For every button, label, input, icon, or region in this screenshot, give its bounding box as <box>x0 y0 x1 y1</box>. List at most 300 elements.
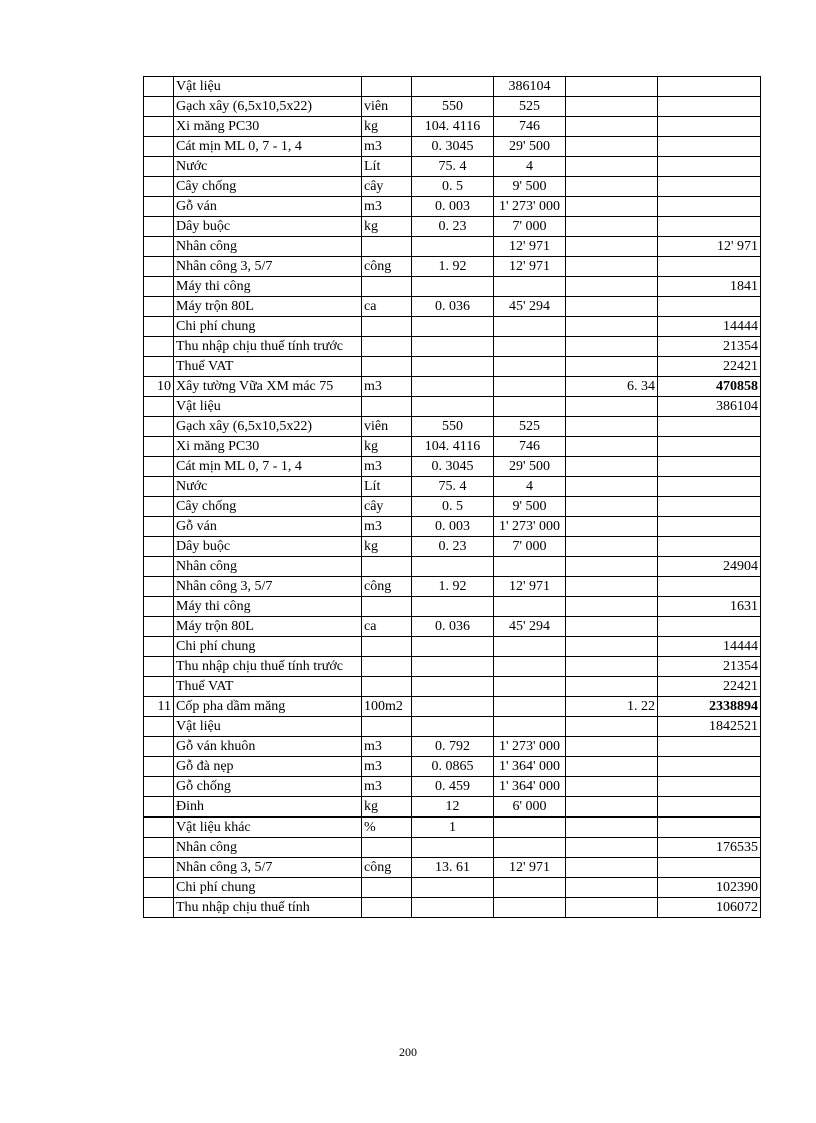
unit-cell <box>362 77 412 97</box>
quantity-cell: 0. 003 <box>412 197 494 217</box>
factor-cell <box>566 117 658 137</box>
factor-cell <box>566 437 658 457</box>
factor-cell <box>566 617 658 637</box>
item-number-cell <box>144 497 174 517</box>
amount-cell <box>658 517 761 537</box>
amount-cell <box>658 797 761 818</box>
factor-cell <box>566 577 658 597</box>
item-number-cell <box>144 838 174 858</box>
factor-cell <box>566 497 658 517</box>
description-cell: Gạch xây (6,5x10,5x22) <box>174 417 362 437</box>
amount-cell: 14444 <box>658 637 761 657</box>
table-row <box>144 337 761 357</box>
quantity-cell <box>412 677 494 697</box>
unit-price-cell <box>494 878 566 898</box>
item-number-cell <box>144 597 174 617</box>
unit-price-cell: 6' 000 <box>494 797 566 818</box>
factor-cell <box>566 357 658 377</box>
factor-cell <box>566 297 658 317</box>
description-cell: Thu nhập chịu thuế tính trước <box>174 657 362 677</box>
description-cell: Nhân công <box>174 557 362 577</box>
amount-cell <box>658 577 761 597</box>
unit-cell <box>362 597 412 617</box>
description-cell: Chi phí chung <box>174 637 362 657</box>
item-number-cell <box>144 537 174 557</box>
unit-cell <box>362 557 412 577</box>
amount-cell: 1841 <box>658 277 761 297</box>
description-cell: Thu nhập chịu thuế tính <box>174 898 362 918</box>
item-number-cell <box>144 337 174 357</box>
table-row <box>144 137 761 157</box>
quantity-cell: 12 <box>412 797 494 818</box>
quantity-cell <box>412 637 494 657</box>
amount-cell: 470858 <box>658 377 761 397</box>
unit-cell: m3 <box>362 137 412 157</box>
unit-cell: công <box>362 858 412 878</box>
unit-cell: kg <box>362 537 412 557</box>
factor-cell <box>566 157 658 177</box>
unit-price-cell: 4 <box>494 157 566 177</box>
amount-cell <box>658 417 761 437</box>
table-row <box>144 317 761 337</box>
item-number-cell <box>144 757 174 777</box>
item-number-cell <box>144 437 174 457</box>
unit-cell: cây <box>362 497 412 517</box>
unit-price-cell: 29' 500 <box>494 137 566 157</box>
table-row <box>144 697 761 717</box>
unit-price-cell <box>494 557 566 577</box>
table-row <box>144 597 761 617</box>
table-row <box>144 357 761 377</box>
table-row <box>144 297 761 317</box>
quantity-cell: 0. 0865 <box>412 757 494 777</box>
table-row <box>144 237 761 257</box>
amount-cell <box>658 257 761 277</box>
quantity-cell <box>412 557 494 577</box>
factor-cell <box>566 757 658 777</box>
description-cell: Máy trộn 80L <box>174 617 362 637</box>
description-cell: Chi phí chung <box>174 317 362 337</box>
factor-cell <box>566 637 658 657</box>
unit-price-cell: 12' 971 <box>494 858 566 878</box>
table-row <box>144 737 761 757</box>
quantity-cell <box>412 237 494 257</box>
description-cell: Chi phí chung <box>174 878 362 898</box>
factor-cell <box>566 737 658 757</box>
item-number-cell <box>144 637 174 657</box>
factor-cell <box>566 878 658 898</box>
factor-cell <box>566 817 658 838</box>
table-row <box>144 537 761 557</box>
unit-price-cell: 1' 364' 000 <box>494 757 566 777</box>
item-number-cell <box>144 898 174 918</box>
factor-cell <box>566 517 658 537</box>
unit-cell <box>362 337 412 357</box>
item-number-cell <box>144 77 174 97</box>
unit-price-cell: 525 <box>494 417 566 437</box>
factor-cell <box>566 457 658 477</box>
unit-cell: m3 <box>362 457 412 477</box>
factor-cell <box>566 277 658 297</box>
table-row <box>144 858 761 878</box>
factor-cell <box>566 537 658 557</box>
description-cell: Vật liệu <box>174 717 362 737</box>
quantity-cell <box>412 657 494 677</box>
factor-cell <box>566 797 658 818</box>
item-number-cell <box>144 577 174 597</box>
unit-price-cell: 12' 971 <box>494 237 566 257</box>
unit-price-cell: 746 <box>494 117 566 137</box>
table-row <box>144 417 761 437</box>
amount-cell: 386104 <box>658 397 761 417</box>
amount-cell: 1842521 <box>658 717 761 737</box>
quantity-cell: 104. 4116 <box>412 437 494 457</box>
item-number-cell <box>144 297 174 317</box>
description-cell: Cốp pha dầm măng <box>174 697 362 717</box>
table-row <box>144 177 761 197</box>
table-row <box>144 878 761 898</box>
estimate-table <box>143 76 761 918</box>
factor-cell <box>566 657 658 677</box>
unit-cell <box>362 838 412 858</box>
item-number-cell <box>144 237 174 257</box>
description-cell: Dây buộc <box>174 537 362 557</box>
unit-cell <box>362 397 412 417</box>
item-number-cell <box>144 517 174 537</box>
unit-cell: ca <box>362 617 412 637</box>
unit-cell: m3 <box>362 377 412 397</box>
factor-cell <box>566 777 658 797</box>
description-cell: Máy thi công <box>174 597 362 617</box>
item-number-cell <box>144 277 174 297</box>
item-number-cell <box>144 317 174 337</box>
unit-cell: m3 <box>362 197 412 217</box>
quantity-cell <box>412 357 494 377</box>
unit-price-cell: 9' 500 <box>494 497 566 517</box>
quantity-cell <box>412 597 494 617</box>
description-cell: Cây chống <box>174 177 362 197</box>
description-cell: Xây tường Vữa XM mác 75 <box>174 377 362 397</box>
amount-cell <box>658 757 761 777</box>
unit-cell: kg <box>362 797 412 818</box>
description-cell: Nước <box>174 477 362 497</box>
amount-cell <box>658 297 761 317</box>
unit-cell: công <box>362 257 412 277</box>
amount-cell <box>658 97 761 117</box>
quantity-cell <box>412 838 494 858</box>
factor-cell: 6. 34 <box>566 377 658 397</box>
description-cell: Gỗ ván khuôn <box>174 737 362 757</box>
unit-price-cell: 386104 <box>494 77 566 97</box>
item-number-cell <box>144 457 174 477</box>
unit-cell <box>362 637 412 657</box>
unit-cell: m3 <box>362 517 412 537</box>
amount-cell: 24904 <box>658 557 761 577</box>
unit-price-cell <box>494 397 566 417</box>
description-cell: Thuế VAT <box>174 357 362 377</box>
unit-cell: % <box>362 817 412 838</box>
amount-cell <box>658 777 761 797</box>
unit-price-cell: 45' 294 <box>494 617 566 637</box>
unit-price-cell: 7' 000 <box>494 537 566 557</box>
amount-cell: 14444 <box>658 317 761 337</box>
table-row <box>144 657 761 677</box>
factor-cell <box>566 237 658 257</box>
amount-cell <box>658 197 761 217</box>
factor-cell <box>566 77 658 97</box>
unit-cell: công <box>362 577 412 597</box>
unit-price-cell: 746 <box>494 437 566 457</box>
table-row <box>144 377 761 397</box>
description-cell: Nhân công <box>174 237 362 257</box>
item-number-cell <box>144 157 174 177</box>
table-row <box>144 757 761 777</box>
table-row <box>144 157 761 177</box>
table-row <box>144 77 761 97</box>
table-row <box>144 677 761 697</box>
description-cell: Gạch xây (6,5x10,5x22) <box>174 97 362 117</box>
unit-cell: kg <box>362 117 412 137</box>
amount-cell: 21354 <box>658 337 761 357</box>
description-cell: Nhân công 3, 5/7 <box>174 577 362 597</box>
amount-cell <box>658 737 761 757</box>
unit-cell: Lít <box>362 157 412 177</box>
item-number-cell <box>144 717 174 737</box>
description-cell: Vật liệu khác <box>174 817 362 838</box>
amount-cell <box>658 497 761 517</box>
description-cell: Vật liệu <box>174 397 362 417</box>
item-number-cell <box>144 677 174 697</box>
quantity-cell: 0. 3045 <box>412 457 494 477</box>
unit-price-cell <box>494 637 566 657</box>
unit-cell: viên <box>362 97 412 117</box>
amount-cell <box>658 137 761 157</box>
factor-cell <box>566 597 658 617</box>
table-row <box>144 397 761 417</box>
description-cell: Cây chống <box>174 497 362 517</box>
unit-price-cell <box>494 377 566 397</box>
quantity-cell <box>412 337 494 357</box>
amount-cell <box>658 477 761 497</box>
item-number-cell: 10 <box>144 377 174 397</box>
table-row <box>144 197 761 217</box>
factor-cell <box>566 177 658 197</box>
unit-cell: m3 <box>362 777 412 797</box>
unit-price-cell <box>494 337 566 357</box>
amount-cell: 1631 <box>658 597 761 617</box>
quantity-cell: 104. 4116 <box>412 117 494 137</box>
unit-price-cell <box>494 817 566 838</box>
quantity-cell: 13. 61 <box>412 858 494 878</box>
unit-cell <box>362 878 412 898</box>
unit-cell: ca <box>362 297 412 317</box>
amount-cell: 106072 <box>658 898 761 918</box>
table-row <box>144 838 761 858</box>
unit-price-cell: 1' 364' 000 <box>494 777 566 797</box>
description-cell: Gỗ ván <box>174 517 362 537</box>
table-row <box>144 637 761 657</box>
table-row <box>144 437 761 457</box>
amount-cell <box>658 537 761 557</box>
quantity-cell <box>412 878 494 898</box>
item-number-cell: 11 <box>144 697 174 717</box>
item-number-cell <box>144 737 174 757</box>
amount-cell <box>658 858 761 878</box>
unit-price-cell: 12' 971 <box>494 577 566 597</box>
table-row <box>144 517 761 537</box>
factor-cell <box>566 217 658 237</box>
description-cell: Dây buộc <box>174 217 362 237</box>
item-number-cell <box>144 117 174 137</box>
table-row <box>144 617 761 637</box>
unit-price-cell <box>494 317 566 337</box>
factor-cell: 1. 22 <box>566 697 658 717</box>
item-number-cell <box>144 557 174 577</box>
item-number-cell <box>144 197 174 217</box>
unit-cell: kg <box>362 437 412 457</box>
item-number-cell <box>144 858 174 878</box>
unit-cell <box>362 237 412 257</box>
quantity-cell: 0. 003 <box>412 517 494 537</box>
unit-cell <box>362 657 412 677</box>
unit-cell: 100m2 <box>362 697 412 717</box>
item-number-cell <box>144 257 174 277</box>
unit-cell <box>362 317 412 337</box>
factor-cell <box>566 97 658 117</box>
item-number-cell <box>144 477 174 497</box>
unit-price-cell: 12' 971 <box>494 257 566 277</box>
unit-price-cell: 1' 273' 000 <box>494 737 566 757</box>
unit-cell <box>362 717 412 737</box>
item-number-cell <box>144 177 174 197</box>
factor-cell <box>566 257 658 277</box>
amount-cell: 22421 <box>658 677 761 697</box>
unit-cell: viên <box>362 417 412 437</box>
unit-cell <box>362 357 412 377</box>
factor-cell <box>566 838 658 858</box>
unit-price-cell <box>494 597 566 617</box>
item-number-cell <box>144 817 174 838</box>
description-cell: Nước <box>174 157 362 177</box>
quantity-cell: 0. 5 <box>412 177 494 197</box>
amount-cell <box>658 217 761 237</box>
amount-cell <box>658 617 761 637</box>
factor-cell <box>566 337 658 357</box>
factor-cell <box>566 477 658 497</box>
factor-cell <box>566 858 658 878</box>
table-row <box>144 97 761 117</box>
quantity-cell: 0. 23 <box>412 537 494 557</box>
table-row <box>144 117 761 137</box>
description-cell: Cát mịn ML 0, 7 - 1, 4 <box>174 137 362 157</box>
unit-price-cell: 29' 500 <box>494 457 566 477</box>
quantity-cell: 0. 3045 <box>412 137 494 157</box>
quantity-cell: 0. 23 <box>412 217 494 237</box>
unit-price-cell: 7' 000 <box>494 217 566 237</box>
quantity-cell <box>412 898 494 918</box>
description-cell: Máy thi công <box>174 277 362 297</box>
unit-cell <box>362 677 412 697</box>
description-cell: Nhân công <box>174 838 362 858</box>
table-row <box>144 277 761 297</box>
unit-price-cell: 4 <box>494 477 566 497</box>
item-number-cell <box>144 657 174 677</box>
unit-price-cell: 1' 273' 000 <box>494 517 566 537</box>
quantity-cell: 0. 792 <box>412 737 494 757</box>
table-row <box>144 797 761 818</box>
item-number-cell <box>144 417 174 437</box>
quantity-cell: 1. 92 <box>412 577 494 597</box>
unit-price-cell <box>494 277 566 297</box>
item-number-cell <box>144 777 174 797</box>
quantity-cell <box>412 377 494 397</box>
unit-price-cell <box>494 717 566 737</box>
factor-cell <box>566 137 658 157</box>
item-number-cell <box>144 137 174 157</box>
description-cell: Xi măng PC30 <box>174 437 362 457</box>
amount-cell <box>658 817 761 838</box>
description-cell: Máy trộn 80L <box>174 297 362 317</box>
item-number-cell <box>144 217 174 237</box>
table-row <box>144 898 761 918</box>
amount-cell <box>658 77 761 97</box>
amount-cell: 21354 <box>658 657 761 677</box>
table-row <box>144 717 761 737</box>
table-row <box>144 217 761 237</box>
description-cell: Đinh <box>174 797 362 818</box>
table-row <box>144 777 761 797</box>
item-number-cell <box>144 797 174 818</box>
table-row <box>144 457 761 477</box>
description-cell: Gỗ ván <box>174 197 362 217</box>
item-number-cell <box>144 878 174 898</box>
quantity-cell: 550 <box>412 97 494 117</box>
description-cell: Nhân công 3, 5/7 <box>174 257 362 277</box>
item-number-cell <box>144 617 174 637</box>
description-cell: Gỗ đà nẹp <box>174 757 362 777</box>
unit-cell: Lít <box>362 477 412 497</box>
amount-cell <box>658 177 761 197</box>
quantity-cell: 0. 459 <box>412 777 494 797</box>
description-cell: Gỗ chống <box>174 777 362 797</box>
quantity-cell: 0. 5 <box>412 497 494 517</box>
amount-cell <box>658 157 761 177</box>
unit-price-cell <box>494 838 566 858</box>
unit-price-cell <box>494 898 566 918</box>
factor-cell <box>566 317 658 337</box>
quantity-cell: 1 <box>412 817 494 838</box>
unit-cell <box>362 277 412 297</box>
unit-cell: m3 <box>362 757 412 777</box>
quantity-cell: 550 <box>412 417 494 437</box>
table-row <box>144 817 761 838</box>
unit-cell: m3 <box>362 737 412 757</box>
quantity-cell <box>412 277 494 297</box>
quantity-cell <box>412 397 494 417</box>
unit-price-cell <box>494 357 566 377</box>
page-number: 200 <box>399 1045 417 1059</box>
quantity-cell: 0. 036 <box>412 297 494 317</box>
unit-cell: cây <box>362 177 412 197</box>
amount-cell: 22421 <box>658 357 761 377</box>
unit-cell: kg <box>362 217 412 237</box>
amount-cell <box>658 117 761 137</box>
table-row <box>144 257 761 277</box>
description-cell: Thu nhập chịu thuế tính trước <box>174 337 362 357</box>
unit-price-cell <box>494 697 566 717</box>
unit-price-cell: 525 <box>494 97 566 117</box>
unit-cell <box>362 898 412 918</box>
